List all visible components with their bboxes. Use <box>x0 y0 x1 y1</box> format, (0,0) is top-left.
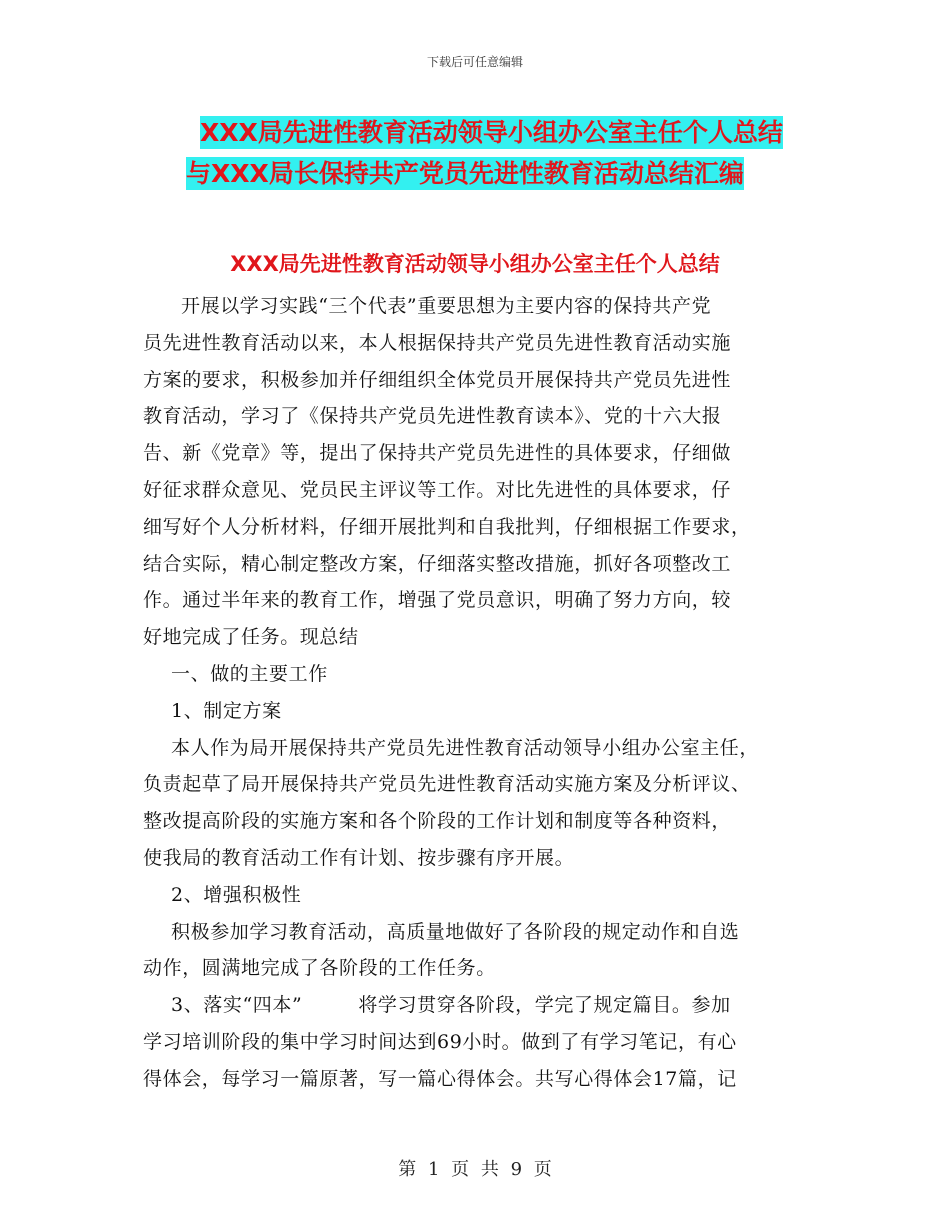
section-heading: 一、做的主要工作 <box>171 662 328 685</box>
document-body <box>143 288 813 1098</box>
body-line: 好地完成了任务。现总结 <box>143 626 359 649</box>
page-header-note: 下载后可任意编辑 <box>426 55 523 69</box>
main-title-line-1 <box>186 112 826 154</box>
body-line: 本人作为局开展保持共产党员先进性教育活动领导小组办公室主任， <box>171 736 760 759</box>
body-line: 动作，圆满地完成了各阶段的工作任务。 <box>143 957 496 980</box>
item-3-line <box>143 987 813 1024</box>
item-heading: 1、制定方案 <box>171 699 282 722</box>
body-line: 整改提高阶段的实施方案和各个阶段的工作计划和制度等各种资料， <box>143 810 732 833</box>
body-line: 结合实际，精心制定整改方案，仔细落实整改措施，抓好各项整改工 <box>143 552 732 575</box>
body-line: 告、新《党章》等，提出了保持共产党员先进性的具体要求，仔细做 <box>143 442 732 465</box>
body-line: 得体会，每学习一篇原著，写一篇心得体会。共写心得体会17篇，记 <box>143 1067 737 1090</box>
body-line: 方案的要求，积极参加并仔细组织全体党员开展保持共产党员先进性 <box>143 368 732 391</box>
main-title-line-1-text: XXX局先进性教育活动领导小组办公室主任个人总结 <box>200 118 783 147</box>
item-heading: 2、增强积极性 <box>171 883 302 906</box>
item-heading: 3、落实“四本” <box>171 994 303 1017</box>
main-title-line-2 <box>186 153 826 195</box>
body-line: 使我局的教育活动工作有计划、按步骤有序开展。 <box>143 846 575 869</box>
body-line: 将学习贯穿各阶段，学完了规定篇目。参加 <box>358 994 731 1017</box>
body-line: 开展以学习实践“三个代表”重要思想为主要内容的保持共产党 <box>181 295 712 317</box>
body-line: 细写好个人分析材料，仔细开展批判和自我批判，仔细根据工作要求， <box>143 515 751 538</box>
body-line: 教育活动，学习了《保持共产党员先进性教育读本》、党的十六大报 <box>143 405 722 428</box>
body-line: 负责起草了局开展保持共产党员先进性教育活动实施方案及分析评议、 <box>143 773 751 796</box>
body-line: 员先进性教育活动以来，本人根据保持共产党员先进性教育活动实施 <box>143 331 732 354</box>
body-line: 作。通过半年来的教育工作，增强了党员意识，明确了努力方向，较 <box>143 589 732 612</box>
main-title-line-2-text: 与XXX局长保持共产党员先进性教育活动总结汇编 <box>186 159 744 188</box>
section-title: XXX局先进性教育活动领导小组办公室主任个人总结 <box>230 252 720 276</box>
body-line: 好征求群众意见、党员民主评议等工作。对比先进性的具体要求，仔 <box>143 478 732 501</box>
body-line: 积极参加学习教育活动，高质量地做好了各阶段的规定动作和自选 <box>171 920 740 943</box>
page-number: 第 1 页 共 9 页 <box>398 1159 552 1180</box>
body-line: 学习培训阶段的集中学习时间达到69小时。做到了有学习笔记，有心 <box>143 1030 737 1053</box>
